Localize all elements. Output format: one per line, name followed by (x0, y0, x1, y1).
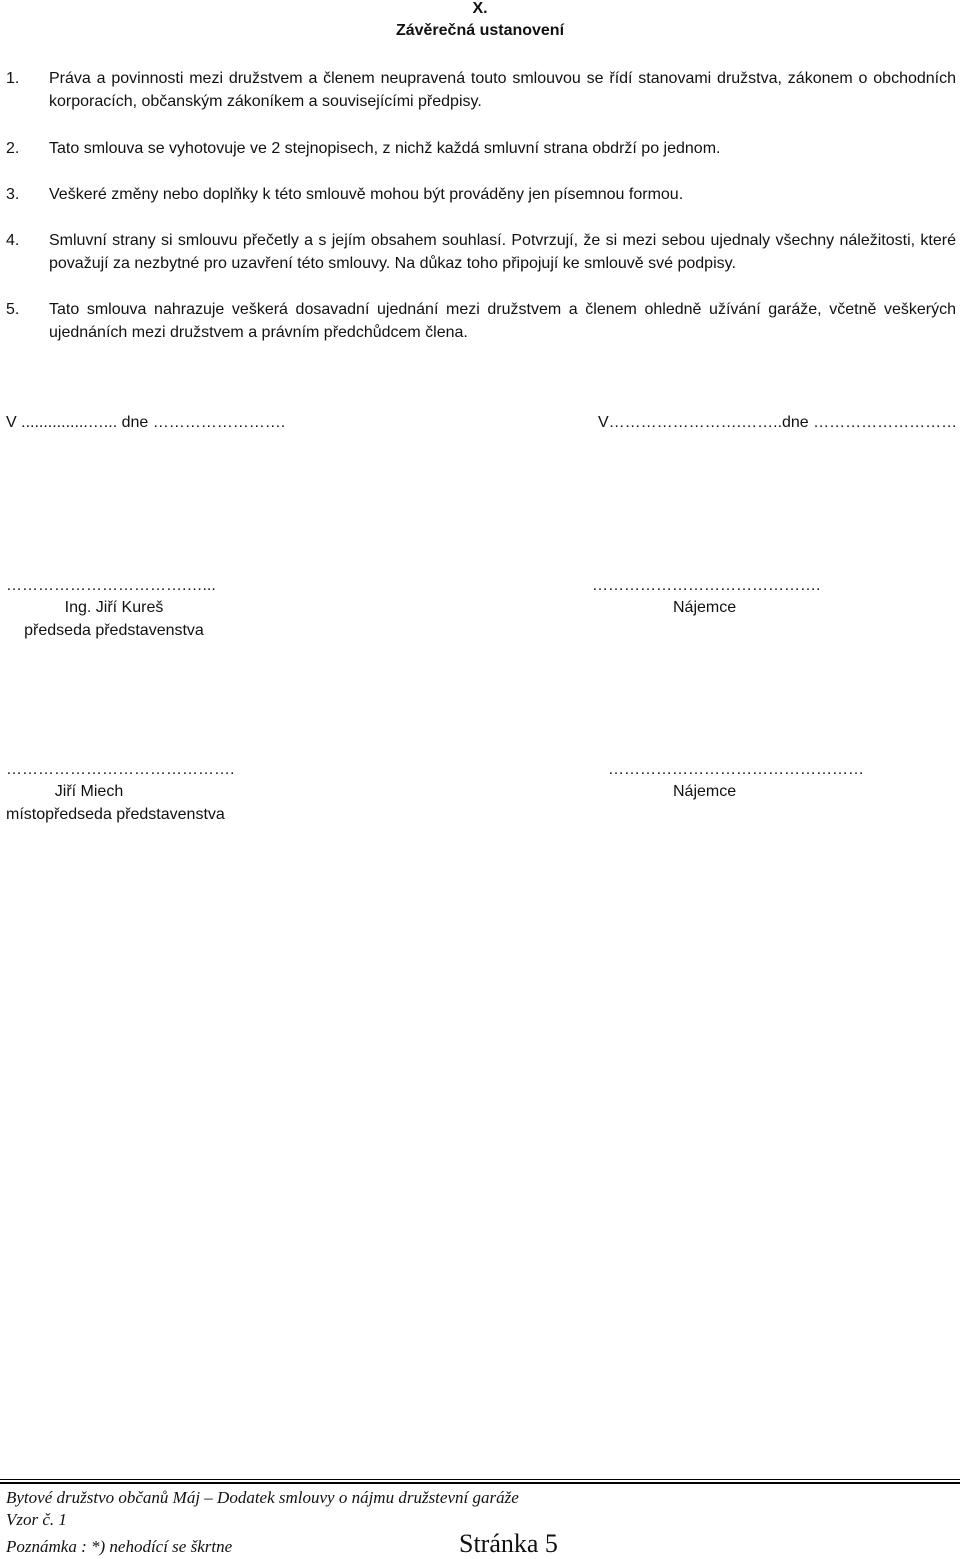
clause-number: 2. (6, 140, 20, 157)
signature-line-tenant-2: ………………………………………… (608, 761, 864, 778)
footer-document-title: Bytové družstvo občanů Máj – Dodatek smlouvy o nájmu družstevní garáže (6, 1488, 519, 1507)
signature-line-vice-chairman: ……………………………………. (6, 761, 235, 778)
clause-5 (6, 298, 956, 344)
footer-divider (0, 1479, 960, 1480)
clause-text: Veškeré změny nebo doplňky k této smlouvě mohou být prováděny jen písemnou formou. (49, 186, 684, 203)
signatory-name-tenant-2: Nájemce (673, 783, 737, 800)
signatory-name-chairman: Ing. Jiří Kureš (64, 599, 164, 616)
signatory-name-vice-chairman: Jiří Miech (54, 783, 124, 800)
clause-text: Smluvní strany si smlouvu přečetly a s jejím obsahem souhlasí. Potvrzují, že si mezi sebou ujednaly všechny náležitosti, které považují za nezbytné pro uzavření této smlouvy. Na důkaz toho připojují ke smlouvě své podpisy. (49, 232, 956, 272)
clause-2 (6, 137, 956, 160)
page-number: Stránka 5 (459, 1529, 558, 1558)
clause-number: 5. (6, 301, 20, 318)
footer-divider-thick (0, 1482, 960, 1484)
clause-1 (6, 67, 956, 113)
clause-3 (6, 183, 956, 206)
signature-line-tenant-1: ……………………………………. (592, 577, 821, 594)
section-title: Závěrečná ustanovení (395, 22, 565, 39)
clause-text: Tato smlouva se vyhotovuje ve 2 stejnopisech, z nichž každá smluvní strana obdrží po jednom. (49, 140, 721, 157)
signatory-role-vice-chairman: místopředseda představenstva (6, 806, 225, 823)
clause-4 (6, 229, 956, 275)
place-date-left: V ...............…... dne ……………………. (6, 414, 286, 431)
clause-text: Tato smlouva nahrazuje veškerá dosavadní ujednání mezi družstvem a členem ohledně užívání garáže, včetně veškerých ujednáních mezi družstvem a právním předchůdcem člena. (49, 301, 956, 341)
clause-number: 4. (6, 232, 20, 249)
section-number: X. (472, 0, 488, 17)
clause-number: 3. (6, 186, 20, 203)
clause-text: Práva a povinnosti mezi družstvem a členem neupravená touto smlouvou se řídí stanovami družstva, zákonem o obchodních korporacích, občanským zákoníkem a souvisejícími předpisy. (49, 70, 956, 110)
clause-number: 1. (6, 70, 20, 87)
place-date-right: V…………………….……..dne ……………………… (598, 414, 958, 431)
footer-note: Poznámka : *) nehodící se škrtne (6, 1537, 233, 1556)
signature-line-chairman: …………………………….…... (6, 577, 216, 594)
signatory-name-tenant-1: Nájemce (673, 599, 737, 616)
signatory-role-chairman: předseda představenstva (24, 622, 204, 639)
footer-template-number: Vzor č. 1 (6, 1510, 67, 1529)
